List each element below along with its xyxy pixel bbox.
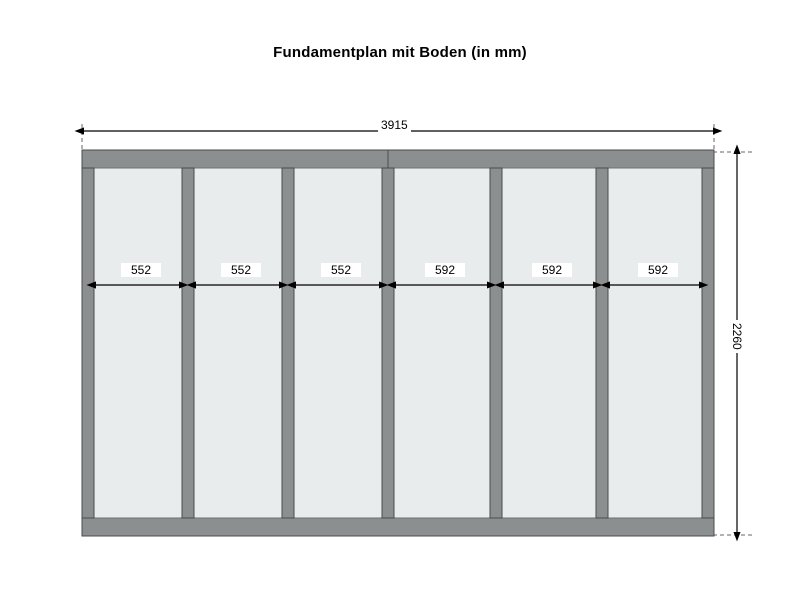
beam — [596, 168, 608, 518]
bay-label: 552 — [121, 263, 161, 277]
floor-panel — [294, 168, 382, 518]
floor-panel — [502, 168, 596, 518]
floor-panel — [194, 168, 282, 518]
beam — [82, 168, 94, 518]
top-rail — [82, 150, 714, 168]
bay-label: 592 — [532, 263, 572, 277]
beam — [382, 168, 394, 518]
overall-width-label: 3915 — [378, 118, 411, 132]
floor-panel — [394, 168, 490, 518]
bay-label: 592 — [638, 263, 678, 277]
bay-label: 592 — [425, 263, 465, 277]
beam — [490, 168, 502, 518]
bay-label: 552 — [321, 263, 361, 277]
page-title: Fundamentplan mit Boden (in mm) — [273, 44, 527, 61]
beam — [702, 168, 714, 518]
beam — [282, 168, 294, 518]
floor-panel — [94, 168, 182, 518]
bay-label: 552 — [221, 263, 261, 277]
overall-height-label: 2260 — [730, 320, 744, 353]
bottom-rail — [82, 518, 714, 536]
floor-panel — [608, 168, 702, 518]
beam — [182, 168, 194, 518]
